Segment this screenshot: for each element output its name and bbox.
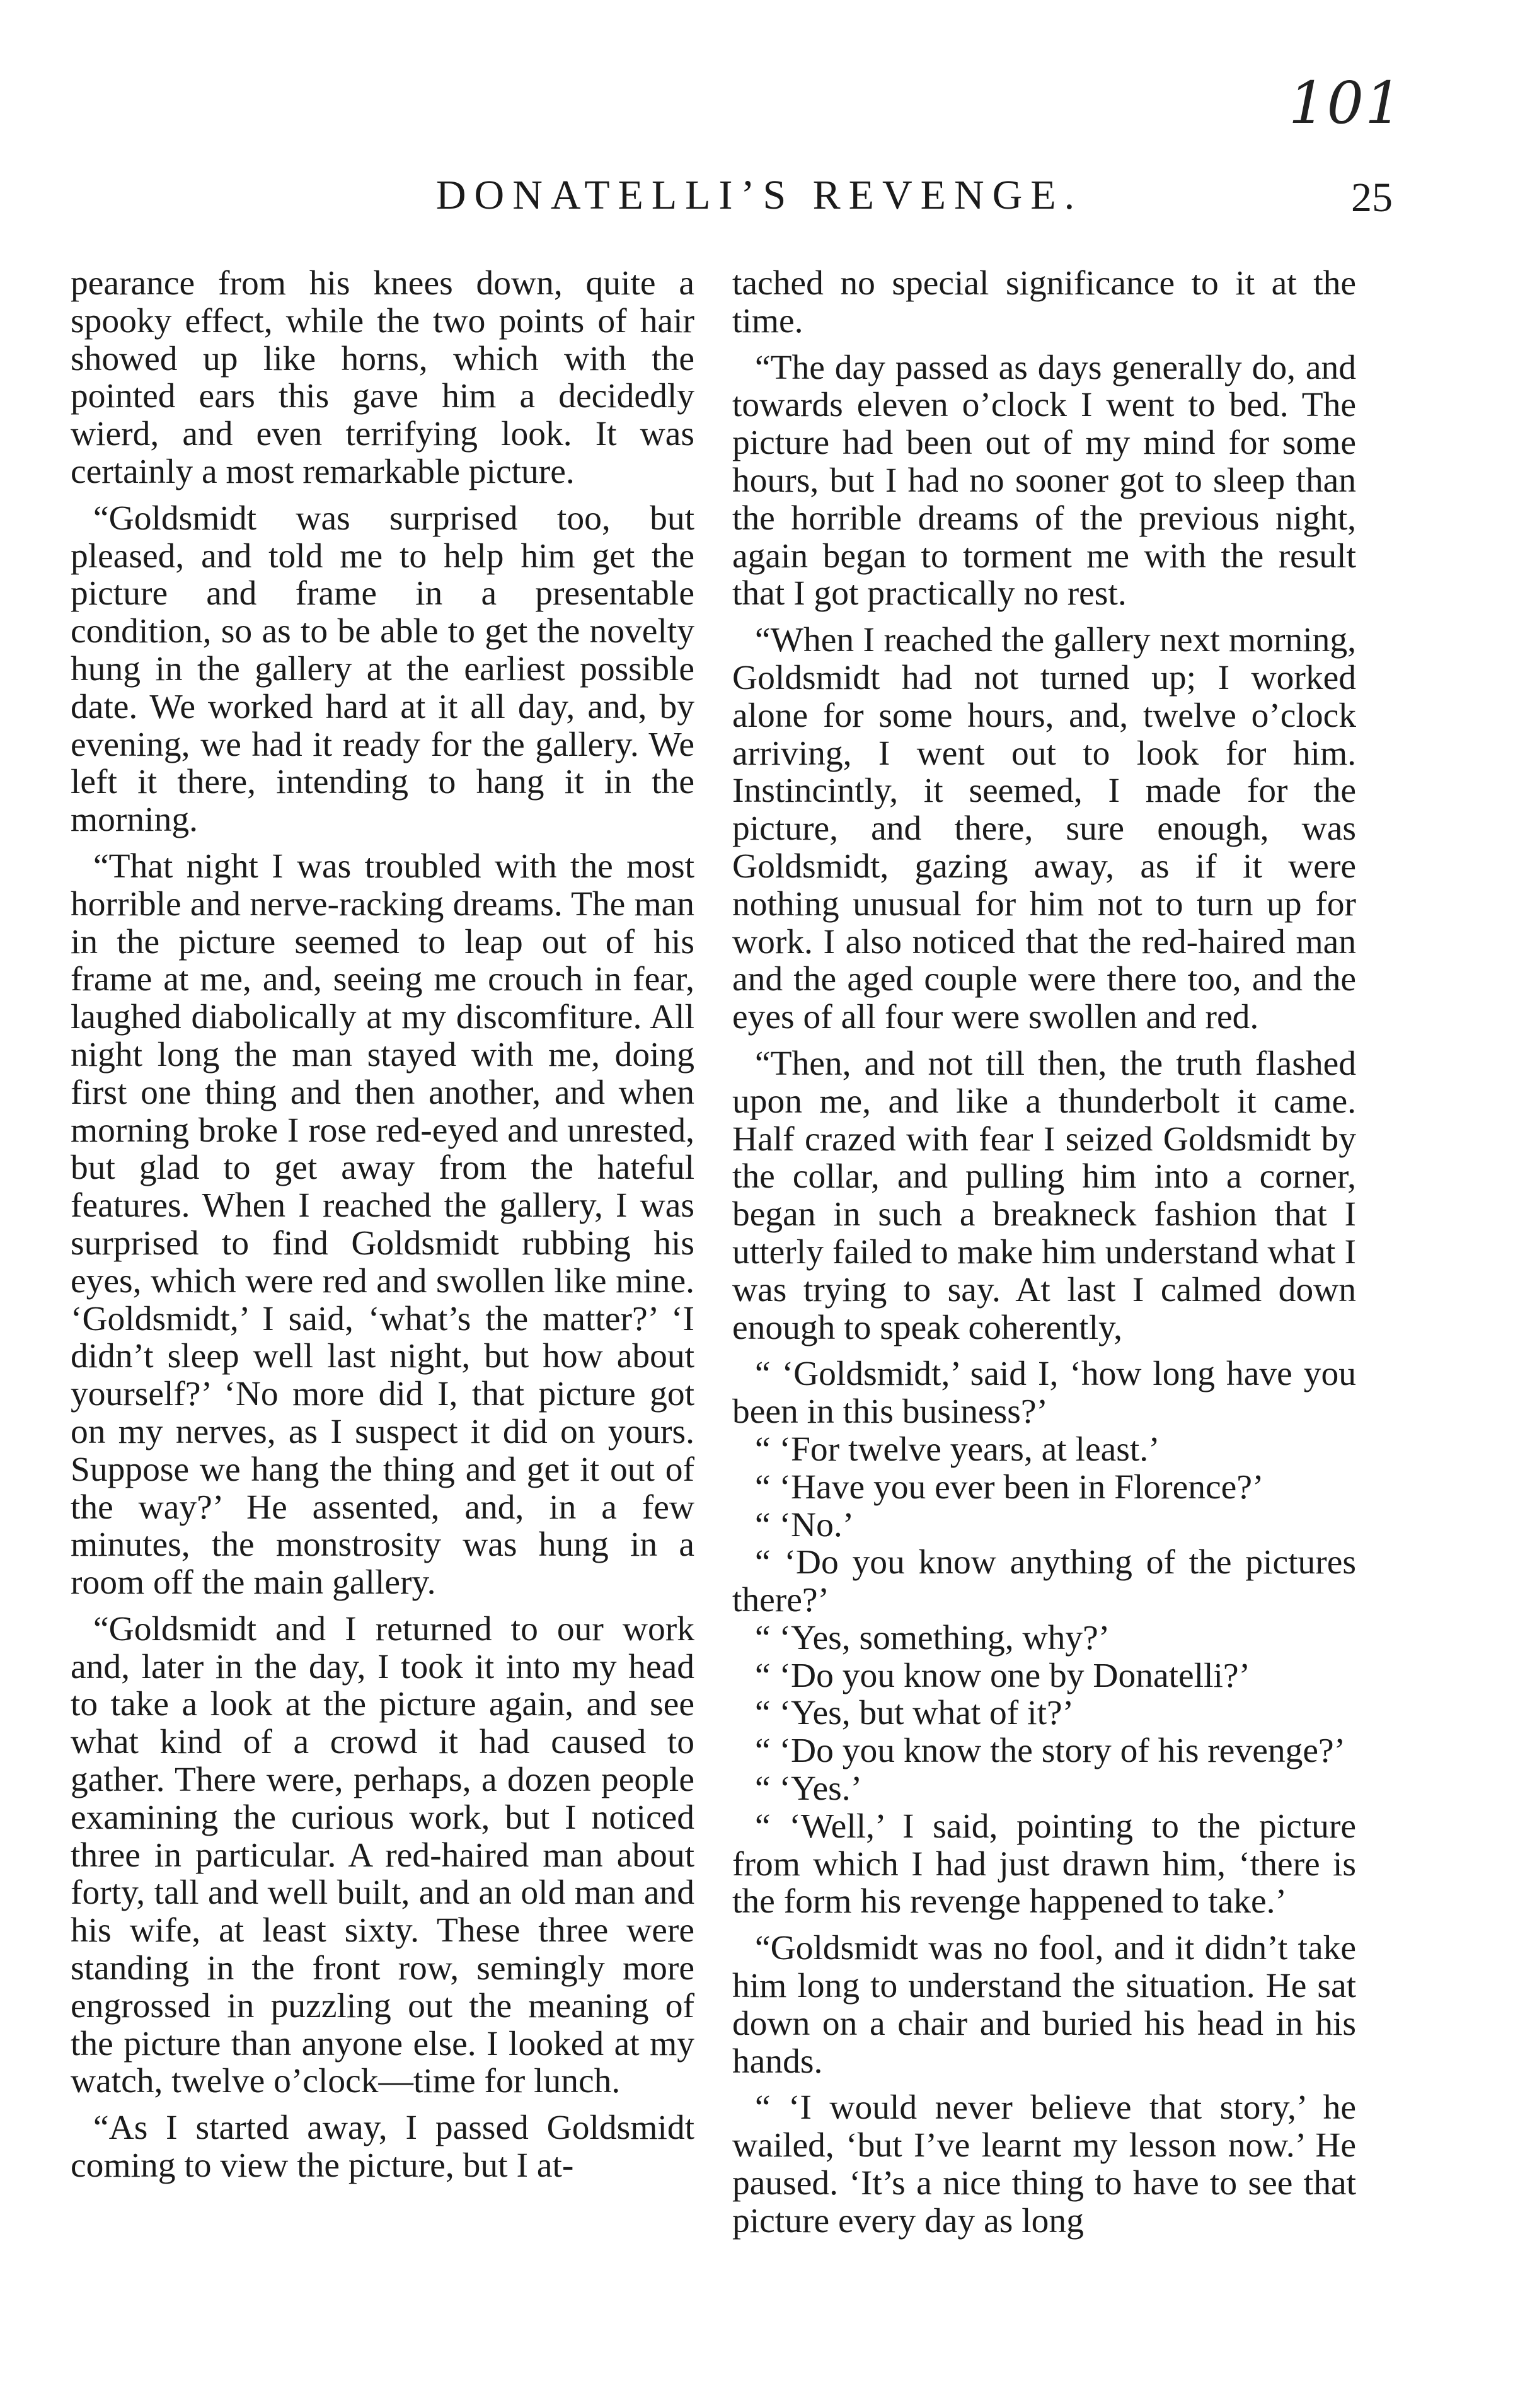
dialogue-line: “ ‘No.’ bbox=[755, 1505, 855, 1544]
paragraph: “The day passed as days generally do, and towards eleven o’clock I went to bed. The picture had been out of my mind for some hours, but I had no sooner got to sleep than the horrible dreams of the previous night, again began to torment me with the result that I got practically no rest. bbox=[732, 348, 1356, 613]
left-column bbox=[71, 265, 694, 2194]
paragraph: pearance from his knees down, quite a spooky effect, while the two points of hair showed up like horns, which with the pointed ears this gave him a decidedly wierd, and even terrifying look. It was certainly a most remarkable picture. bbox=[71, 264, 694, 491]
running-title: DONATELLI’S REVENGE. bbox=[435, 172, 1083, 218]
page-number: 25 bbox=[1351, 175, 1393, 221]
dialogue-line: “ ‘For twelve years, at least.’ bbox=[755, 1430, 1160, 1469]
paragraph: “Goldsmidt was no fool, and it didn’t take him long to understand the situation. He sat down on a chair and buried his head in his hands. bbox=[732, 1929, 1356, 2081]
running-head bbox=[126, 171, 1393, 228]
text-columns bbox=[71, 265, 1356, 2345]
dialogue-line: “ ‘Yes, something, why?’ bbox=[755, 1618, 1110, 1657]
dialogue-line: “ ‘Yes, but what of it?’ bbox=[755, 1694, 1074, 1733]
paragraph: “Goldsmidt and I returned to our work and, later in the day, I took it into my head to take a look at the picture again, and see what kind of a crowd it had caused to gather. There were, perhaps, a dozen people examining the curious work, but I noticed three in particular. A red-haired man about forty, tall and well built, and an old man and his wife, at least sixty. These three were standing in the front row, semingly more engrossed in puzzling out the meaning of the picture than anyone else. I looked at my watch, twelve o’clock—time for lunch. bbox=[71, 1609, 694, 2101]
dialogue-line: “ ‘Do you know one by Donatelli?’ bbox=[755, 1656, 1251, 1695]
dialogue-line: “ ‘Goldsmidt,’ said I, ‘how long have you been in this business?’ bbox=[732, 1355, 1356, 1432]
dialogue-line: “ ‘Have you ever been in Florence?’ bbox=[755, 1467, 1264, 1507]
paragraph: “As I started away, I passed Goldsmidt coming to view the picture, but I at- bbox=[71, 2109, 694, 2185]
paragraph: “Then, and not till then, the truth flashed upon me, and like a thunderbolt it came. Half crazed with fear I seized Goldsmidt by the collar, and pulling him into a corner, began in such a breakneck fashion that I utterly failed to make him understand what I was trying to say. At last I calmed down enough to speak coherently, bbox=[732, 1044, 1356, 1347]
paragraph: “ ‘I would never believe that story,’ he wailed, ‘but I’ve learnt my lesson now.’ He paused. ‘It’s a nice thing to have to see that picture every day as long bbox=[732, 2088, 1356, 2240]
paragraph: tached no special significance to it at the time. bbox=[732, 264, 1356, 340]
paragraph: “When I reached the gallery next morning, Goldsmidt had not turned up; I worked alone for some hours, and, twelve o’clock arriving, I went out to look for him. Instincintly, it seemed, I made for the picture, and there, sure enough, was Goldsmidt, gazing away, as if it were nothing unusual for him not to turn up for work. I also noticed that the red-haired man and the aged couple were there too, and the eyes of all four were swollen and red. bbox=[732, 621, 1356, 1037]
handwritten-folio-number: 101 bbox=[1289, 69, 1403, 137]
dialogue-line: “ ‘Do you know anything of the pictures there?’ bbox=[732, 1543, 1356, 1620]
dialogue-line: “ ‘Well,’ I said, pointing to the picture from which I had just drawn him, ‘there is the form his revenge happened to take.’ bbox=[732, 1807, 1356, 1921]
dialogue-line: “ ‘Yes.’ bbox=[755, 1769, 863, 1809]
dialogue-line: “ ‘Do you know the story of his revenge?’ bbox=[755, 1732, 1346, 1771]
paragraph: “Goldsmidt was surprised too, but pleased, and told me to help him get the picture and frame in a presentable condition, so as to be able to get the novelty hung in the gallery at the earliest possible date. We worked hard at it all day, and, by evening, we had it ready for the gallery. We left it there, intending to hang it in the morning. bbox=[71, 499, 694, 840]
right-column bbox=[732, 265, 1356, 2249]
paragraph: “That night I was troubled with the most horrible and nerve-racking dreams. The man in the picture seemed to leap out of his frame at me, and, seeing me crouch in fear, laughed diabolically at my discomfiture. All night long the man stayed with me, doing first one thing and then another, and when morning broke I rose red-eyed and unrested, but glad to get away from the hateful features. When I reached the gallery, I was surprised to find Goldsmidt rubbing his eyes, which were red and swollen like mine. ‘Goldsmidt,’ I said, ‘what’s the matter?’ ‘I didn’t sleep well last night, but how about yourself?’ ‘No more did I, that picture got on my nerves, as I suspect it did on yours. Suppose we hang the thing and get it out of the way?’ He assented, and, in a few minutes, the monstrosity was hung in a room off the main gallery. bbox=[71, 847, 694, 1602]
